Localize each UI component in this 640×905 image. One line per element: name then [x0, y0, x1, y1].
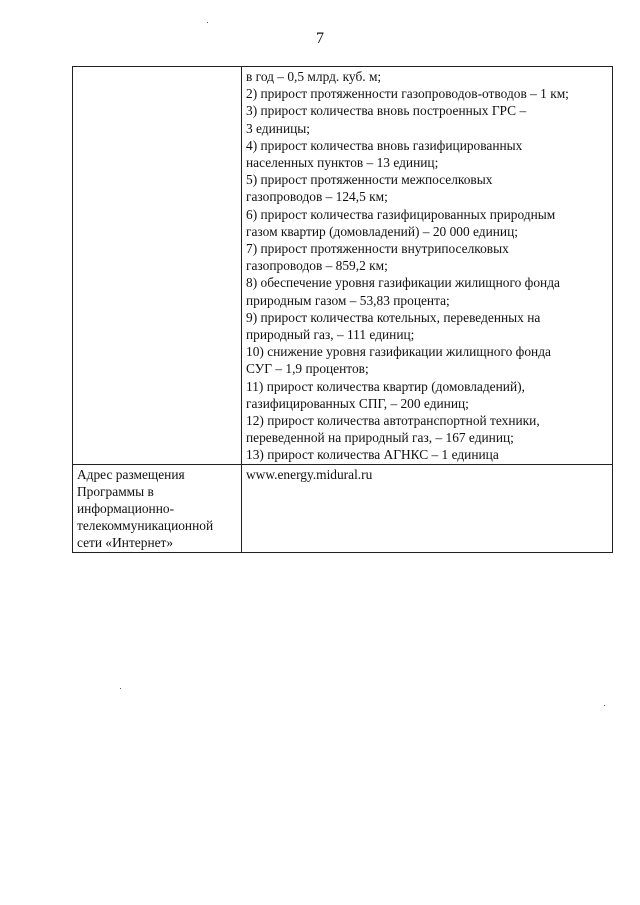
website-address: www.energy.midural.ru — [246, 466, 373, 482]
indicator-line: 3) прирост количества вновь построенных ГРС – — [246, 103, 527, 119]
indicator-line: 10) снижение уровня газификации жилищного фонда — [246, 344, 551, 360]
indicator-line: 8) обеспечение уровня газификации жилищного фонда — [246, 275, 560, 291]
indicator-line: 6) прирост количества газифицированных природным — [246, 206, 556, 222]
indicator-line: 12) прирост количества автотранспортной техники, — [246, 413, 540, 429]
indicators-cell — [242, 67, 613, 465]
indicator-line: газопроводов – 124,5 км; — [246, 189, 388, 205]
label-line: телекоммуникационной — [77, 518, 214, 534]
indicator-line: 4) прирост количества вновь газифицированных — [246, 137, 523, 153]
scan-speck — [120, 688, 121, 689]
internet-address-label-cell — [73, 464, 242, 552]
indicator-line: газопроводов – 859,2 км; — [246, 258, 388, 274]
table-row-internet-address — [73, 464, 613, 552]
indicator-line: 7) прирост протяженности внутрипоселковых — [246, 241, 509, 257]
indicator-line: в год – 0,5 млрд. куб. м; — [246, 69, 382, 84]
page-number: 7 — [316, 30, 324, 47]
indicator-line: 2) прирост протяженности газопроводов-отводов – 1 км; — [246, 86, 569, 102]
program-passport-table — [72, 66, 613, 553]
indicator-line: 11) прирост количества квартир (домовладений), — [246, 378, 525, 394]
indicator-line: 13) прирост количества АГНКС – 1 единица — [246, 447, 499, 463]
indicator-line: 5) прирост протяженности межпоселковых — [246, 172, 493, 188]
label-line: сети «Интернет» — [77, 535, 174, 551]
internet-address-value-cell — [242, 464, 613, 552]
indicator-line: природным газом – 53,83 процента; — [246, 292, 450, 308]
label-line: информационно- — [77, 501, 175, 517]
indicator-line: 9) прирост количества котельных, переведенных на — [246, 309, 541, 325]
label-line: Программы в — [77, 483, 154, 499]
indicator-line: населенных пунктов – 13 единиц; — [246, 155, 439, 171]
indicator-line: природный газ, – 111 единиц; — [246, 327, 415, 343]
scan-speck — [207, 22, 208, 23]
indicator-line: газом квартир (домовладений) – 20 000 единиц; — [246, 223, 518, 239]
indicator-line: СУГ – 1,9 процентов; — [246, 361, 369, 377]
indicator-line: 3 единицы; — [246, 120, 311, 136]
indicator-line: газифицированных СПГ, – 200 единиц; — [246, 395, 469, 411]
table-row-indicators — [73, 67, 613, 465]
indicator-line: переведенной на природный газ, – 167 единиц; — [246, 430, 514, 446]
scan-speck — [604, 705, 605, 706]
indicators-list — [246, 68, 609, 464]
empty-label-cell — [73, 67, 242, 465]
label-line: Адрес размещения — [77, 466, 185, 482]
